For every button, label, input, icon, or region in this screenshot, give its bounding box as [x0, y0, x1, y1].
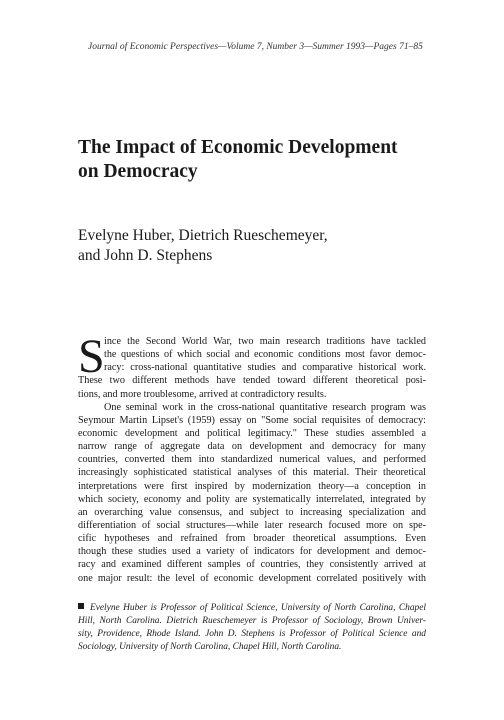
- article-body: [78, 330, 426, 585]
- text-line: though these studies used a variety of indicators for development and democ-: [78, 546, 426, 558]
- text-line: economic development and political legitimacy." These studies assembled a: [78, 427, 426, 439]
- text-line: These two different methods have tended toward different theoretical posi-: [78, 375, 426, 387]
- paragraph-intro: [78, 330, 426, 401]
- running-head: Journal of Economic Perspectives—Volume 7, Number 3—Summer 1993—Pages 71–85: [88, 42, 423, 52]
- footnote-line: Sociology, University of North Carolina, Chapel Hill, North Carolina.: [78, 642, 342, 653]
- text-line: increasingly sophisticated statistical analyses of this material. Their theoretical: [78, 467, 426, 479]
- text-line: ince the Second World War, two main research traditions have tackled: [104, 336, 426, 347]
- author-line: Evelyne Huber, Dietrich Rueschemeyer,: [78, 227, 328, 244]
- text-line: racy: cross-national quantitative studies and comparative historical work.: [104, 362, 426, 374]
- footnote-line: sity, Providence, Rhode Island. John D. Stephens is Professor of Political Science and: [78, 629, 426, 640]
- article-title: [78, 136, 438, 184]
- paragraph-lipset: [78, 401, 426, 585]
- footnote-line: [78, 602, 426, 615]
- text-line: tions, and more troublesome, arrived at contradictory results.: [78, 388, 327, 400]
- footnote-square-icon: [78, 603, 84, 609]
- text-line: countries, converted them into standardized numerical values, and performed: [78, 454, 426, 466]
- author-byline: [78, 226, 438, 266]
- title-line: on Democracy: [78, 161, 198, 182]
- text-line: differentiation of social structures—while later research focused more on spe-: [78, 519, 426, 531]
- text-line: cific hypotheses and refrained from broader theoretical assumptions. Even: [78, 533, 426, 545]
- drop-cap: S: [78, 330, 105, 383]
- footnote-line: Hill, North Carolina. Dietrich Rueschemeyer is Professor of Sociology, Brown Univer-: [78, 616, 426, 627]
- footnote-text: Evelyne Huber is Professor of Political Science, University of North Carolina, Chapel: [90, 603, 426, 613]
- author-line: and John D. Stephens: [78, 247, 213, 264]
- text-line: an overarching value consensus, and subject to increasing specialization and: [78, 506, 426, 518]
- text-line: interpretations were first inspired by modernization theory—a conception in: [78, 480, 426, 492]
- text-line: the questions of which social and economic conditions most favor democ-: [104, 349, 426, 361]
- text-line: Seymour Martin Lipset's (1959) essay on "Some social requisites of democracy:: [78, 414, 426, 426]
- text-line: narrow range of aggregate data on development and democracy for many: [78, 441, 426, 453]
- text-line: racy and examined different samples of countries, they consistently arrived at: [78, 559, 426, 571]
- text-line: which society, economy and polity are systematically interrelated, integrated by: [78, 493, 426, 505]
- author-footnote: [78, 602, 426, 654]
- text-line: one major result: the level of economic development correlated positively with: [78, 572, 426, 584]
- text-line: One seminal work in the cross-national quantitative research program was: [104, 401, 426, 413]
- title-line: The Impact of Economic Development: [78, 137, 398, 158]
